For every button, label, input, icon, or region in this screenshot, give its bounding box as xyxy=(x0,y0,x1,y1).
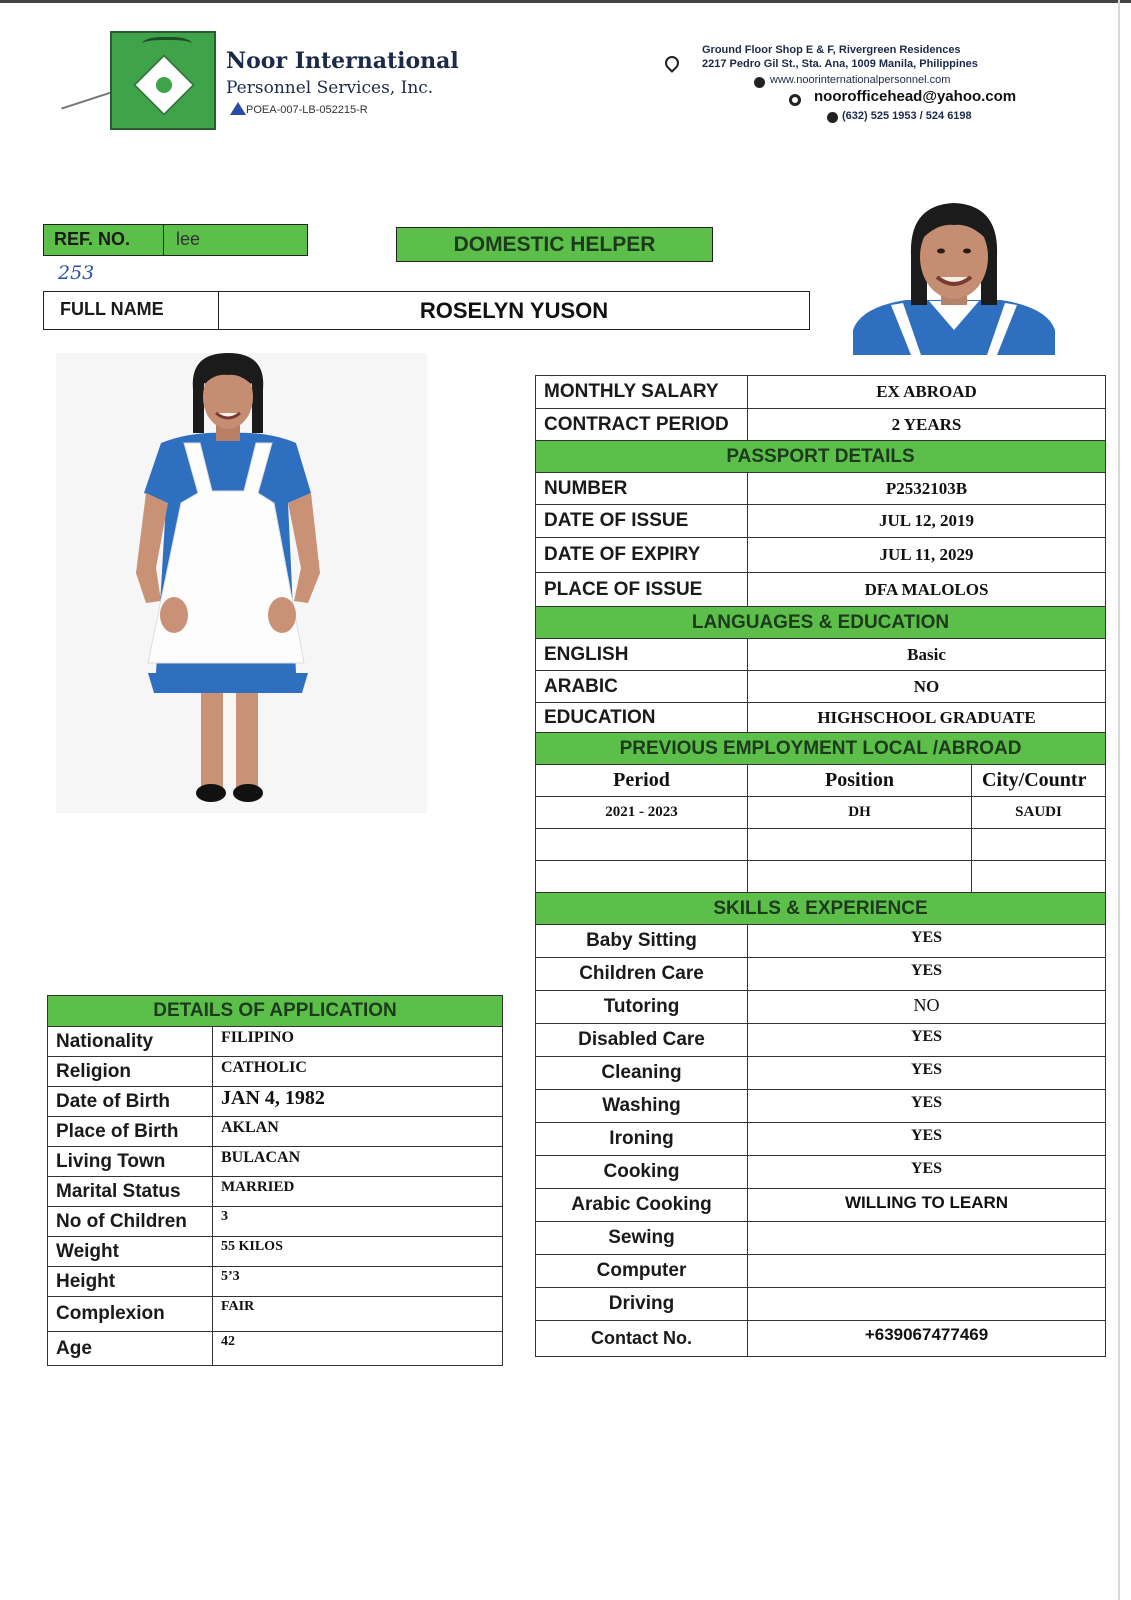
full-body-photo xyxy=(56,353,427,813)
email: noorofficehead@yahoo.com xyxy=(814,88,1017,105)
headshot-photo xyxy=(851,195,1057,355)
skill-row xyxy=(536,958,1106,991)
employment-col-city: City/Countr xyxy=(972,765,1106,797)
employment-row xyxy=(536,797,1106,829)
details-value: 55 KILOS xyxy=(213,1237,503,1267)
skill-value: YES xyxy=(748,1156,1106,1189)
full-name-label-cell xyxy=(43,291,219,330)
details-row xyxy=(48,1207,503,1237)
details-label: Marital Status xyxy=(48,1177,213,1207)
skill-row xyxy=(536,1024,1106,1057)
arabic-value: NO xyxy=(748,671,1106,703)
skill-value xyxy=(748,1222,1106,1255)
details-row xyxy=(48,1057,503,1087)
ref-value: lee xyxy=(176,229,201,249)
company-name-line2: Personnel Services, Inc. xyxy=(226,78,434,98)
address-line2: 2217 Pedro Gil St., Sta. Ana, 1009 Manila, Philippines xyxy=(702,58,978,70)
logo-arabic-script xyxy=(142,37,192,54)
skill-row xyxy=(536,1090,1106,1123)
skill-value xyxy=(748,1255,1106,1288)
date-of-expiry-value: JUL 11, 2029 xyxy=(748,538,1106,573)
date-of-issue-label: DATE OF ISSUE xyxy=(536,505,748,538)
employment-header-row xyxy=(536,733,1106,765)
skill-label: Children Care xyxy=(536,958,748,991)
monthly-salary-row xyxy=(536,376,1106,409)
skills-header: SKILLS & EXPERIENCE xyxy=(536,893,1106,925)
contact-row xyxy=(536,1321,1106,1357)
skill-value: YES xyxy=(748,1057,1106,1090)
date-of-expiry-row xyxy=(536,538,1106,573)
company-logo xyxy=(110,31,216,130)
skill-row xyxy=(536,1189,1106,1222)
skill-label: Ironing xyxy=(536,1123,748,1156)
place-of-issue-value: DFA MALOLOS xyxy=(748,573,1106,607)
english-value: Basic xyxy=(748,639,1106,671)
education-row xyxy=(536,703,1106,733)
education-value: HIGHSCHOOL GRADUATE xyxy=(748,703,1106,733)
arabic-label: ARABIC xyxy=(536,671,748,703)
contact-value: +639067477469 xyxy=(748,1321,1106,1357)
passport-number-value: P2532103B xyxy=(748,473,1106,505)
languages-header-row xyxy=(536,607,1106,639)
details-label: No of Children xyxy=(48,1207,213,1237)
skill-row xyxy=(536,925,1106,958)
details-value: 5’3 xyxy=(213,1267,503,1297)
education-label: EDUCATION xyxy=(536,703,748,733)
details-row xyxy=(48,1297,503,1332)
monthly-salary-label: MONTHLY SALARY xyxy=(536,376,748,409)
place-of-issue-row xyxy=(536,573,1106,607)
passport-header: PASSPORT DETAILS xyxy=(536,441,1106,473)
details-row xyxy=(48,1117,503,1147)
details-label: Place of Birth xyxy=(48,1117,213,1147)
details-value: 3 xyxy=(213,1207,503,1237)
full-name-label: FULL NAME xyxy=(60,299,164,319)
skill-label: Cleaning xyxy=(536,1057,748,1090)
details-value: FILIPINO xyxy=(213,1027,503,1057)
skill-row xyxy=(536,1057,1106,1090)
skills-header-row xyxy=(536,893,1106,925)
contract-period-row xyxy=(536,409,1106,441)
skill-value: YES xyxy=(748,925,1106,958)
skill-row xyxy=(536,1222,1106,1255)
details-table xyxy=(47,995,503,1366)
email-icon xyxy=(789,94,801,106)
skill-value: YES xyxy=(748,1024,1106,1057)
employment-empty-row xyxy=(536,829,1106,861)
date-of-expiry-label: DATE OF EXPIRY xyxy=(536,538,748,573)
position-title: DOMESTIC HELPER xyxy=(453,233,656,256)
details-label: Date of Birth xyxy=(48,1087,213,1117)
employment-city: SAUDI xyxy=(972,797,1106,829)
skill-label: Tutoring xyxy=(536,991,748,1024)
skill-row xyxy=(536,1288,1106,1321)
details-label: Height xyxy=(48,1267,213,1297)
skill-label: Baby Sitting xyxy=(536,925,748,958)
details-value: BULACAN xyxy=(213,1147,503,1177)
details-label: Age xyxy=(48,1332,213,1366)
monthly-salary-value: EX ABROAD xyxy=(748,376,1106,409)
employment-col-position: Position xyxy=(748,765,972,797)
skill-value: YES xyxy=(748,1123,1106,1156)
languages-header: LANGUAGES & EDUCATION xyxy=(536,607,1106,639)
skill-value: YES xyxy=(748,958,1106,991)
details-value: 42 xyxy=(213,1332,503,1366)
skill-value: NO xyxy=(748,991,1106,1024)
skill-label: Cooking xyxy=(536,1156,748,1189)
phone-icon xyxy=(827,112,838,123)
passport-number-row xyxy=(536,473,1106,505)
contract-period-label: CONTRACT PERIOD xyxy=(536,409,748,441)
employment-position: DH xyxy=(748,797,972,829)
ref-label: REF. NO. xyxy=(54,229,131,249)
details-row xyxy=(48,1267,503,1297)
details-value: MARRIED xyxy=(213,1177,503,1207)
skill-label: Sewing xyxy=(536,1222,748,1255)
date-of-issue-value: JUL 12, 2019 xyxy=(748,505,1106,538)
details-row xyxy=(48,1087,503,1117)
details-label: Religion xyxy=(48,1057,213,1087)
skill-value: YES xyxy=(748,1090,1106,1123)
arabic-row xyxy=(536,671,1106,703)
employment-columns-row xyxy=(536,765,1106,797)
details-label: Living Town xyxy=(48,1147,213,1177)
skill-value xyxy=(748,1288,1106,1321)
employment-empty-row xyxy=(536,861,1106,893)
employment-header: PREVIOUS EMPLOYMENT LOCAL /ABROAD xyxy=(536,733,1106,765)
skill-row xyxy=(536,991,1106,1024)
contact-label: Contact No. xyxy=(536,1321,748,1357)
skill-row xyxy=(536,1255,1106,1288)
website: www.noorinternationalpersonnel.com xyxy=(770,74,951,86)
passport-header-row xyxy=(536,441,1106,473)
details-row xyxy=(48,1147,503,1177)
ref-handwritten: 253 xyxy=(58,262,95,284)
company-name: Noor International xyxy=(226,48,459,74)
employment-period: 2021 - 2023 xyxy=(536,797,748,829)
details-label: Weight xyxy=(48,1237,213,1267)
details-row xyxy=(48,1332,503,1366)
details-value: CATHOLIC xyxy=(213,1057,503,1087)
passport-number-label: NUMBER xyxy=(536,473,748,505)
contract-period-value: 2 YEARS xyxy=(748,409,1106,441)
details-label: Nationality xyxy=(48,1027,213,1057)
skill-label: Disabled Care xyxy=(536,1024,748,1057)
details-label: Complexion xyxy=(48,1297,213,1332)
skill-label: Computer xyxy=(536,1255,748,1288)
poea-triangle-icon xyxy=(230,102,246,115)
position-title-box xyxy=(396,227,713,262)
skill-label: Arabic Cooking xyxy=(536,1189,748,1222)
details-row xyxy=(48,1027,503,1057)
place-of-issue-label: PLACE OF ISSUE xyxy=(536,573,748,607)
english-row xyxy=(536,639,1106,671)
scan-top-edge xyxy=(0,0,1131,3)
full-name-value-cell xyxy=(218,291,810,330)
phone: (632) 525 1953 / 524 6198 xyxy=(842,110,972,122)
details-value: AKLAN xyxy=(213,1117,503,1147)
address-line1: Ground Floor Shop E & F, Rivergreen Residences xyxy=(702,44,961,56)
details-row xyxy=(48,1237,503,1267)
skill-value: WILLING TO LEARN xyxy=(748,1189,1106,1222)
ref-value-cell xyxy=(163,224,308,256)
date-of-issue-row xyxy=(536,505,1106,538)
scan-right-edge xyxy=(1118,0,1120,1600)
details-header-row xyxy=(48,996,503,1027)
web-icon xyxy=(754,77,765,88)
skill-row xyxy=(536,1123,1106,1156)
skill-label: Driving xyxy=(536,1288,748,1321)
skill-label: Washing xyxy=(536,1090,748,1123)
right-info-table xyxy=(535,375,1106,1357)
skill-row xyxy=(536,1156,1106,1189)
details-value: JAN 4, 1982 xyxy=(213,1087,503,1117)
location-pin-icon xyxy=(662,53,682,73)
english-label: ENGLISH xyxy=(536,639,748,671)
details-header: DETAILS OF APPLICATION xyxy=(48,996,503,1027)
employment-col-period: Period xyxy=(536,765,748,797)
full-name-value: ROSELYN YUSON xyxy=(419,298,609,323)
poea-license: POEA-007-LB-052215-R xyxy=(246,104,368,116)
ref-label-cell xyxy=(43,224,164,256)
details-value: FAIR xyxy=(213,1297,503,1332)
details-row xyxy=(48,1177,503,1207)
